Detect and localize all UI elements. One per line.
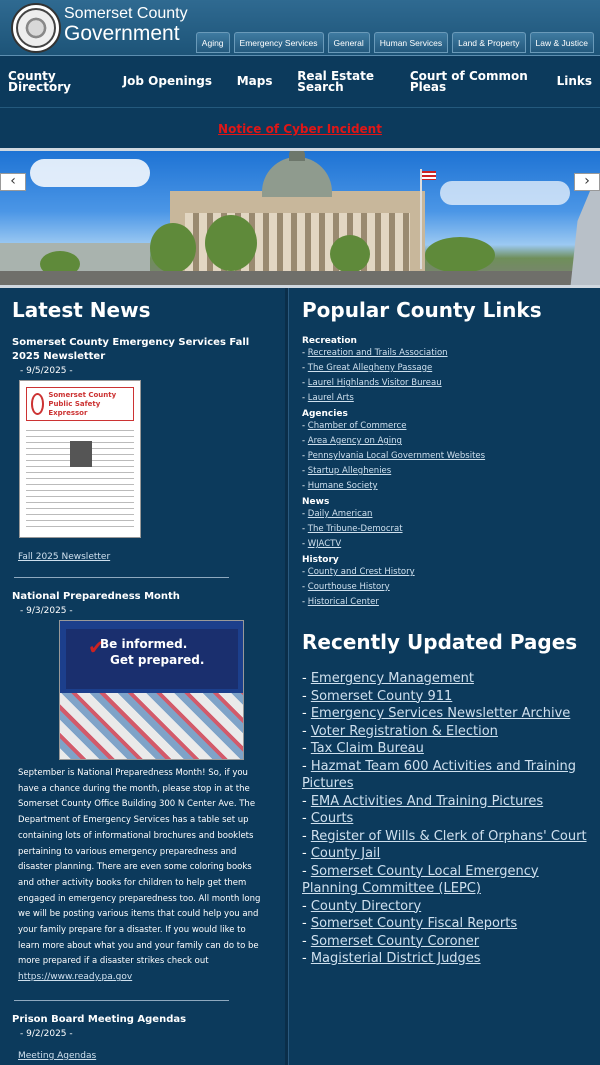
link-item: - Historical Center — [302, 597, 379, 607]
updated-item: - Tax Claim Bureau — [302, 741, 424, 756]
notice-bar — [0, 108, 600, 148]
group-news: News — [302, 497, 330, 507]
nav-job-openings[interactable]: Job Openings — [122, 74, 213, 88]
tree — [330, 235, 370, 273]
cloud — [440, 181, 570, 205]
updated-voter-registration[interactable]: Voter Registration & Election — [310, 723, 498, 739]
recently-updated-heading: Recently Updated Pages — [302, 630, 578, 654]
link-area-agency-on-aging[interactable]: Area Agency on Aging — [307, 436, 402, 446]
updated-emergency-management[interactable]: Emergency Management — [310, 671, 474, 686]
updated-hazmat-team[interactable]: Hazmat Team 600 Activities and Training Pictures — [302, 758, 577, 791]
link-item: - County and Crest History — [302, 567, 415, 577]
updated-item: - Somerset County Local Emergency Planning Committee (LEPC) — [302, 863, 539, 896]
tab-land-property[interactable]: Land & Property — [452, 32, 525, 53]
group-agencies: Agencies — [302, 409, 348, 419]
nav-maps[interactable]: Maps — [236, 74, 273, 88]
link-tribune-democrat[interactable]: The Tribune-Democrat — [307, 524, 403, 534]
updated-magisterial-judges[interactable]: Magisterial District Judges — [310, 951, 481, 966]
news-item — [12, 336, 273, 563]
updated-tax-claim[interactable]: Tax Claim Bureau — [310, 741, 424, 756]
checkmark-icon: ✔ — [88, 635, 105, 659]
updated-item: - Register of Wills & Clerk of Orphans' Court — [302, 828, 587, 844]
link-wjactv[interactable]: WJACTV — [307, 539, 342, 549]
news-date: - 9/3/2025 - — [20, 606, 73, 616]
link-item: - Courthouse History — [302, 582, 390, 592]
site-header — [0, 0, 600, 56]
nav-links[interactable]: Links — [556, 74, 592, 88]
link-county-crest-history[interactable]: County and Crest History — [307, 567, 415, 577]
updated-lepc[interactable]: Somerset County Local Emergency Planning Committee (LEPC) — [302, 863, 539, 896]
updated-item: - Voter Registration & Election — [302, 723, 498, 739]
updated-item: - County Jail — [302, 846, 381, 861]
updated-item: - Somerset County Coroner — [302, 933, 480, 949]
flag — [422, 171, 436, 180]
slider-next-button[interactable]: › — [574, 173, 600, 191]
link-item: - Startup Alleghenies — [302, 466, 392, 476]
news-title: National Preparedness Month — [12, 591, 180, 602]
flag-pole — [420, 169, 422, 269]
link-great-allegheny-passage[interactable]: The Great Allegheny Passage — [307, 363, 433, 373]
courthouse-cupola — [289, 148, 305, 161]
seal-emblem — [16, 8, 56, 48]
link-item: - Pennsylvania Local Government Websites — [302, 451, 486, 461]
updated-es-newsletter-archive[interactable]: Emergency Services Newsletter Archive — [310, 706, 571, 721]
links-column — [288, 288, 600, 1065]
news-body-text: September is National Preparedness Month! So, if you have a chance during the month, please stop in at the Somerset County Office Building 300 N Center Ave. The Department of Emergency Services has a table set up containing lots of informational brochures and booklets pertaining to various emergency preparedness and disaster planning. There are even some coloring books and other activity books for children to help get them engaged in emergency preparedness too. All month long we will be posting various items that could help you and your family prepare for a disaster. If you would like to learn more about what you and your family can do to be more prepared if a disaster strikes check out — [18, 768, 261, 967]
news-item — [12, 1013, 273, 1062]
tab-law-justice[interactable]: Law & Justice — [530, 32, 594, 53]
link-historical-center[interactable]: Historical Center — [307, 597, 379, 607]
link-laurel-highlands[interactable]: Laurel Highlands Visitor Bureau — [307, 378, 442, 388]
tree — [150, 223, 196, 273]
cloud — [30, 159, 150, 187]
courthouse-dome — [262, 157, 332, 197]
newsletter-photo — [70, 441, 92, 467]
tab-aging[interactable]: Aging — [196, 32, 230, 53]
updated-somerset-911[interactable]: Somerset County 911 — [310, 688, 453, 704]
ground — [0, 271, 600, 288]
updated-item: - Somerset County 911 — [302, 688, 453, 704]
brand-county: Somerset County — [64, 5, 188, 22]
news-date: - 9/5/2025 - — [20, 366, 73, 376]
link-chamber-of-commerce[interactable]: Chamber of Commerce — [307, 421, 407, 431]
ready-pa-link[interactable]: https://www.ready.pa.gov — [18, 972, 133, 983]
tab-general[interactable]: General — [328, 32, 370, 53]
tree — [205, 215, 257, 271]
updated-item: - Emergency Services Newsletter Archive — [302, 706, 571, 721]
nav-county-directory[interactable]: County Directory — [8, 68, 71, 94]
link-startup-alleghenies[interactable]: Startup Alleghenies — [307, 466, 392, 476]
link-item: - Laurel Arts — [302, 393, 354, 403]
link-laurel-arts[interactable]: Laurel Arts — [307, 393, 354, 403]
brochure-table — [60, 693, 243, 760]
updated-item: - Emergency Management — [302, 671, 474, 686]
link-courthouse-history[interactable]: Courthouse History — [307, 582, 390, 592]
updated-item: - Hazmat Team 600 Activities and Training Pictures — [302, 758, 577, 791]
newsletter-seal-icon — [31, 393, 44, 415]
link-humane-society[interactable]: Humane Society — [307, 481, 378, 491]
nav-real-estate-search[interactable]: Real Estate Search — [297, 68, 375, 94]
newsletter-body-preview — [26, 425, 134, 529]
link-item: - WJACTV — [302, 539, 342, 549]
news-title: Somerset County Emergency Services Fall 2025 Newsletter — [12, 337, 250, 362]
group-history: History — [302, 555, 339, 565]
news-divider — [14, 577, 229, 578]
fall-newsletter-link[interactable]: Fall 2025 Newsletter — [18, 552, 111, 562]
tab-emergency-services[interactable]: Emergency Services — [234, 32, 324, 53]
banner-text-line2: Get prepared. — [110, 653, 205, 667]
updated-item: - County Directory — [302, 898, 422, 914]
county-seal-logo[interactable] — [11, 3, 61, 53]
tab-human-services[interactable]: Human Services — [374, 32, 448, 53]
newsletter-thumbnail[interactable] — [19, 380, 141, 538]
updated-item: - Somerset County Fiscal Reports — [302, 916, 518, 931]
link-item: - The Tribune-Democrat — [302, 524, 403, 534]
updated-county-jail[interactable]: County Jail — [310, 846, 381, 861]
tree — [425, 237, 495, 273]
content-area — [0, 288, 600, 1065]
nav-court-of-common-pleas[interactable]: Court of Common Pleas — [409, 68, 528, 94]
link-pa-local-government[interactable]: Pennsylvania Local Government Websites — [307, 451, 486, 461]
popular-links-heading: Popular County Links — [302, 298, 542, 322]
updated-fiscal-reports[interactable]: Somerset County Fiscal Reports — [310, 916, 518, 931]
link-daily-american[interactable]: Daily American — [307, 509, 373, 519]
updated-item: - Courts — [302, 811, 354, 826]
link-item: - Daily American — [302, 509, 373, 519]
link-item: - Humane Society — [302, 481, 378, 491]
updated-item: - Magisterial District Judges — [302, 951, 481, 966]
link-recreation-trails[interactable]: Recreation and Trails Association — [307, 348, 448, 358]
link-item: - The Great Allegheny Passage — [302, 363, 433, 373]
updated-courts[interactable]: Courts — [310, 811, 354, 826]
link-item: - Laurel Highlands Visitor Bureau — [302, 378, 442, 388]
main-navigation — [0, 56, 600, 108]
preparedness-photo[interactable] — [59, 620, 244, 760]
banner-text-line1: Be informed. — [100, 637, 188, 651]
link-item: - Area Agency on Aging — [302, 436, 402, 446]
cyber-incident-notice-link[interactable]: Notice of Cyber Incident — [218, 122, 382, 136]
latest-news-column — [0, 288, 288, 1065]
newsletter-masthead-title: Somerset County Public Safety Expressor — [48, 390, 117, 417]
updated-item: - EMA Activities And Training Pictures — [302, 793, 544, 809]
updated-county-directory[interactable]: County Directory — [310, 898, 422, 914]
news-item — [12, 590, 273, 986]
latest-news-heading: Latest News — [12, 298, 151, 322]
updated-coroner[interactable]: Somerset County Coroner — [310, 933, 480, 949]
meeting-agendas-link[interactable]: Meeting Agendas — [18, 1050, 97, 1061]
site-brand[interactable] — [64, 6, 188, 44]
link-item: - Recreation and Trails Association — [302, 348, 448, 358]
updated-ema-activities[interactable]: EMA Activities And Training Pictures — [310, 793, 544, 809]
slider-prev-button[interactable]: ‹ — [0, 173, 26, 191]
hero-slider — [0, 148, 600, 288]
brand-government: Government — [64, 22, 180, 45]
news-divider — [14, 1000, 229, 1001]
department-tabs — [196, 32, 594, 53]
group-recreation: Recreation — [302, 336, 357, 346]
link-item: - Chamber of Commerce — [302, 421, 407, 431]
news-body — [18, 766, 267, 986]
newsletter-masthead — [26, 387, 134, 421]
updated-register-of-wills[interactable]: Register of Wills & Clerk of Orphans' Court — [310, 828, 587, 844]
news-date: - 9/2/2025 - — [20, 1028, 73, 1039]
news-title: Prison Board Meeting Agendas — [12, 1013, 187, 1025]
